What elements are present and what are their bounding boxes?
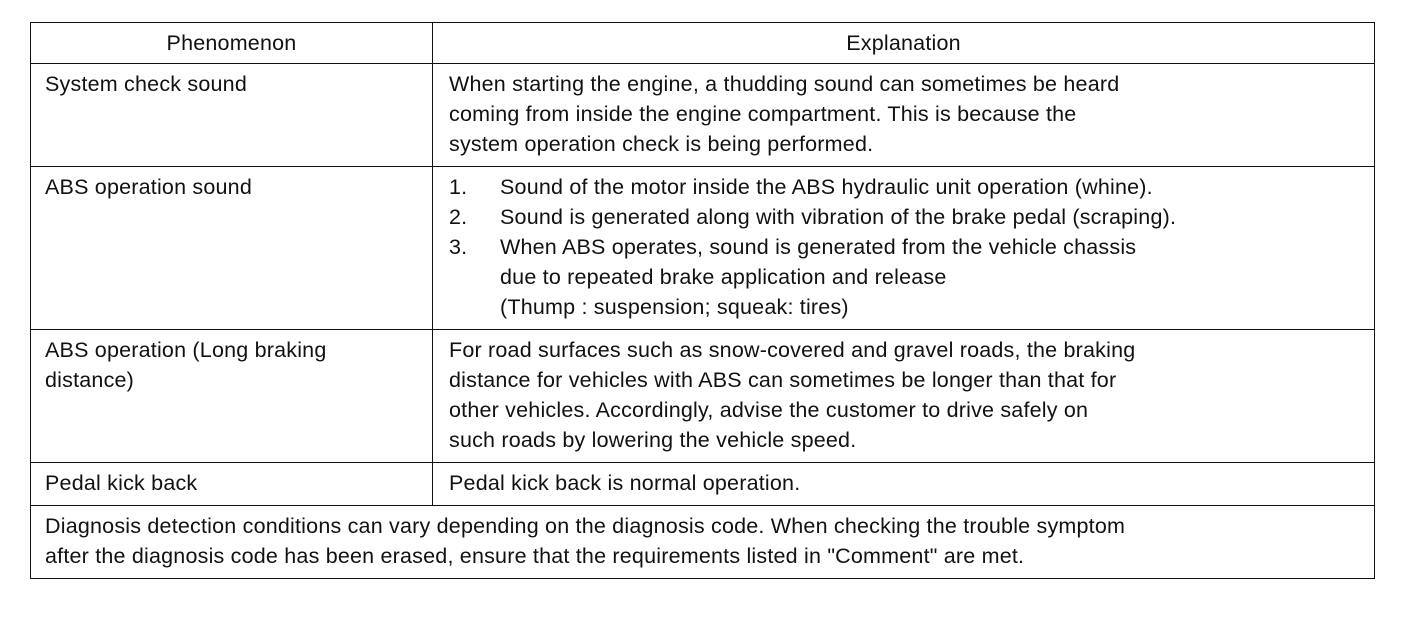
note-line: Diagnosis detection conditions can vary depending on the diagnosis code. When checking the trouble symptom [45, 514, 1126, 538]
phenomenon-table [30, 22, 1375, 579]
header-phenomenon: Phenomenon [31, 23, 433, 64]
explanation-line: other vehicles. Accordingly, advise the customer to drive safely on [449, 398, 1089, 422]
phenomenon-cell [31, 167, 433, 330]
explanation-line: distance for vehicles with ABS can sometimes be longer than that for [449, 368, 1117, 392]
table-row [31, 64, 1375, 167]
note-line: after the diagnosis code has been erased, ensure that the requirements listed in "Comment" are met. [45, 544, 1025, 568]
list-item [449, 172, 1358, 202]
explanation-line: For road surfaces such as snow-covered and gravel roads, the braking [449, 338, 1136, 362]
phenomenon-cell [31, 64, 433, 167]
phenomenon-text: Pedal kick back [45, 471, 198, 495]
note-row [31, 506, 1375, 579]
explanation-line: coming from inside the engine compartment. This is because the [449, 102, 1077, 126]
list-item-number: 3. [449, 235, 468, 259]
explanation-line: such roads by lowering the vehicle speed. [449, 428, 857, 452]
list-item [449, 232, 1358, 322]
phenomenon-cell [31, 463, 433, 506]
table-row [31, 167, 1375, 330]
explanation-cell [433, 64, 1375, 167]
table-row [31, 330, 1375, 463]
header-row [31, 23, 1375, 64]
note-cell [31, 506, 1375, 579]
table-row [31, 463, 1375, 506]
phenomenon-cell [31, 330, 433, 463]
explanation-line: Pedal kick back is normal operation. [449, 471, 801, 495]
explanation-line: When starting the engine, a thudding sound can sometimes be heard [449, 72, 1120, 96]
list-item-text: Sound is generated along with vibration of the brake pedal (scraping). [500, 205, 1177, 229]
list-item-text: When ABS operates, sound is generated from the vehicle chassis [500, 235, 1137, 259]
phenomenon-text: ABS operation (Long braking [45, 338, 327, 362]
list-item [449, 202, 1358, 232]
list-item-number: 1. [449, 175, 468, 199]
header-explanation: Explanation [433, 23, 1375, 64]
list-item-text: (Thump : suspension; squeak: tires) [500, 295, 849, 319]
explanation-cell [433, 330, 1375, 463]
phenomenon-text: ABS operation sound [45, 175, 253, 199]
phenomenon-text: distance) [45, 368, 135, 392]
list-item-text: Sound of the motor inside the ABS hydraulic unit operation (whine). [500, 175, 1153, 199]
list-item-text: due to repeated brake application and release [500, 265, 947, 289]
document-page [30, 22, 1374, 579]
explanation-cell [433, 167, 1375, 330]
list-item-number: 2. [449, 205, 468, 229]
explanation-cell [433, 463, 1375, 506]
explanation-line: system operation check is being performed. [449, 132, 874, 156]
phenomenon-text: System check sound [45, 72, 247, 96]
